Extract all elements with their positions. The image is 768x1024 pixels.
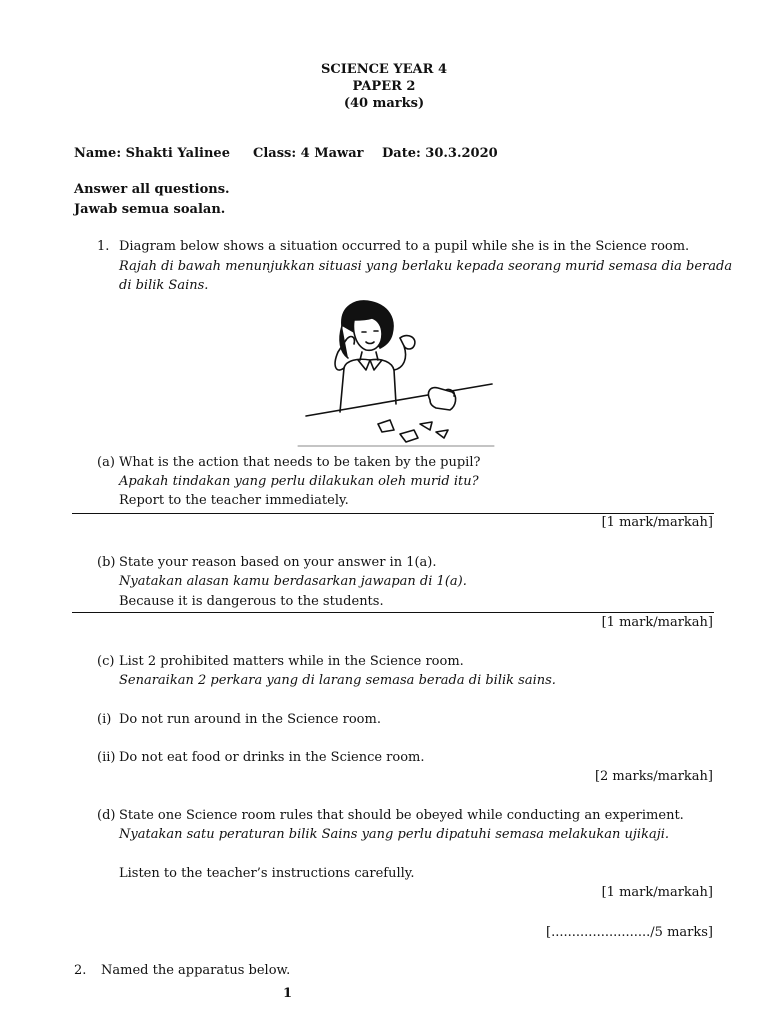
q1c-label: (c) [97, 654, 115, 669]
q1c-i-answer: Do not run around in the Science room. [119, 712, 381, 727]
q1b-marks: [1 mark/markah] [601, 615, 713, 630]
q1d-question-en: State one Science room rules that should be obeyed while conducting an experiment. [119, 808, 684, 823]
q1b-question-ms: Nyatakan alasan kamu berdasarkan jawapan di 1(a). [119, 574, 467, 589]
q1a-question-en: What is the action that needs to be taken by the pupil? [119, 455, 481, 470]
q1c-marks: [2 marks/markah] [594, 769, 713, 784]
q1b-answer: Because it is dangerous to the students. [119, 594, 384, 609]
q1b-answer-line [72, 612, 714, 613]
q1d-label: (d) [97, 808, 116, 823]
paper-number: PAPER 2 [352, 79, 416, 94]
q1a-answer: Report to the teacher immediately. [119, 493, 349, 508]
q1-number: 1. [97, 239, 110, 254]
q1d-marks: [1 mark/markah] [601, 885, 713, 900]
student-name: Name: Shakti Yalinee [74, 146, 230, 161]
q1d-question-ms: Nyatakan satu peraturan bilik Sains yang perlu dipatuhi semasa melakukan ujikaji. [119, 827, 670, 842]
q2-stem: Named the apparatus below. [101, 963, 291, 978]
exam-title: SCIENCE YEAR 4 [320, 62, 448, 77]
q1d-answer: Listen to the teacher’s instructions carefully. [119, 866, 415, 881]
q1b-label: (b) [97, 555, 116, 570]
instruction-en: Answer all questions. [74, 182, 230, 197]
q1a-label: (a) [97, 455, 115, 470]
q1a-answer-line [72, 513, 714, 514]
q1-total-marks: [......................../5 marks] [546, 925, 713, 940]
q1a-marks: [1 mark/markah] [601, 515, 713, 530]
page-number: 1 [283, 986, 293, 1001]
pupil-broken-glass-illustration [296, 296, 496, 452]
q1c-question-ms: Senaraikan 2 perkara yang di larang semasa berada di bilik sains. [119, 673, 556, 688]
total-marks: (40 marks) [343, 96, 425, 111]
q1c-ii-answer: Do not eat food or drinks in the Science room. [119, 750, 425, 765]
q1b-question-en: State your reason based on your answer in 1(a). [119, 555, 437, 570]
q1c-i-label: (i) [97, 712, 112, 727]
q1c-ii-label: (ii) [97, 750, 116, 765]
q1c-question-en: List 2 prohibited matters while in the Science room. [119, 654, 464, 669]
q1-stem-ms-line2: di bilik Sains. [119, 278, 209, 293]
exam-date: Date: 30.3.2020 [382, 146, 498, 161]
q2-number: 2. [74, 963, 87, 978]
instruction-ms: Jawab semua soalan. [74, 202, 226, 217]
q1a-question-ms: Apakah tindakan yang perlu dilakukan oleh murid itu? [119, 474, 479, 489]
student-class: Class: 4 Mawar [253, 146, 364, 161]
q1-stem-ms-line1: Rajah di bawah menunjukkan situasi yang berlaku kepada seorang murid semasa dia berada [119, 259, 733, 274]
q1-stem-en: Diagram below shows a situation occurred to a pupil while she is in the Science room. [119, 239, 690, 254]
